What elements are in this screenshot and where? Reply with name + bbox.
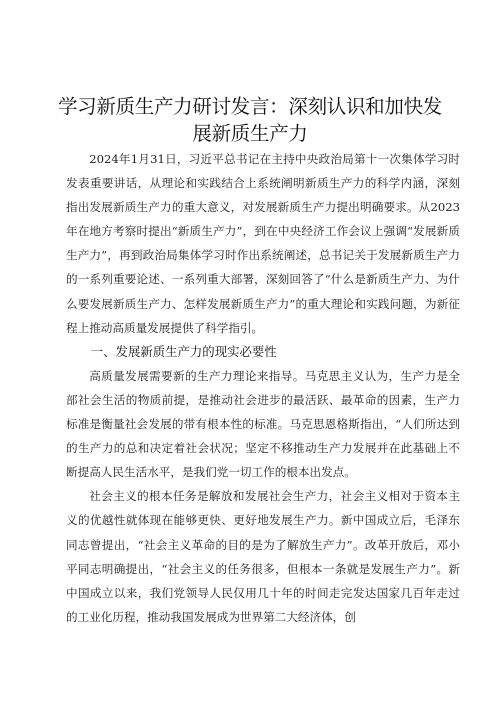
document-title xyxy=(40,93,460,147)
paragraph-intro: 2024年1月31日，习近平总书记在主持中央政治局第十一次集体学习时发表重要讲话，从理论和实践结合上系统阐明新质生产力的科学内涵，深刻指出发展新质生产力的重大意义，对发展新质生产力提出明确要求。从2023年在地方考察时提出“新质生产力”，到在中央经济工作会议上强调“发展新质生产力”，再到政治局集体学习时作出系统阐述，总书记关于发展新质生产力的一系列重要论述、一系列重大部署，深刻回答了“什么是新质生产力、为什么要发展新质生产力、怎样发展新质生产力”的重大理论和实践问题，为新征程上推动高质量发展提供了科学指引。 xyxy=(66,152,460,335)
paragraph-productivity-theory: 高质量发展需要新的生产力理论来指导。马克思主义认为，生产力是全部社会生活的物质前提，是推动社会进步的最活跃、最革命的因素，生产力标准是衡量社会发展的带有根本性的标准。马克思恩格斯指出，“人们所达到的生产力的总和决定着社会状况；坚定不移推动生产力发展并在此基础上不断提高人民生活水平，是我们党一切工作的根本出发点。 xyxy=(66,368,460,480)
paragraph-socialism-task: 社会主义的根本任务是解放和发展社会生产力，社会主义相对于资本主义的优越性就体现在能够更快、更好地发展生产力。新中国成立后，毛泽东同志曾提出，“社会主义革命的目的是为了解放生产力”。改革开放后，邓小平同志明确提出，“社会主义的任务很多，但根本一条就是发展生产力”。新中国成立以来，我们党领导人民仅用几十年的时间走完发达国家几百年走过的工业化历程，推动我国发展成为世界第二大经济体，创 xyxy=(66,489,460,624)
title-line-2: 展新质生产力 xyxy=(192,122,308,145)
title-line-1: 学习新质生产力研讨发言：深刻认识和加快发 xyxy=(57,95,442,118)
section-heading: 一、发展新质生产力的现实必要性 xyxy=(90,343,277,359)
document-body xyxy=(66,147,460,629)
